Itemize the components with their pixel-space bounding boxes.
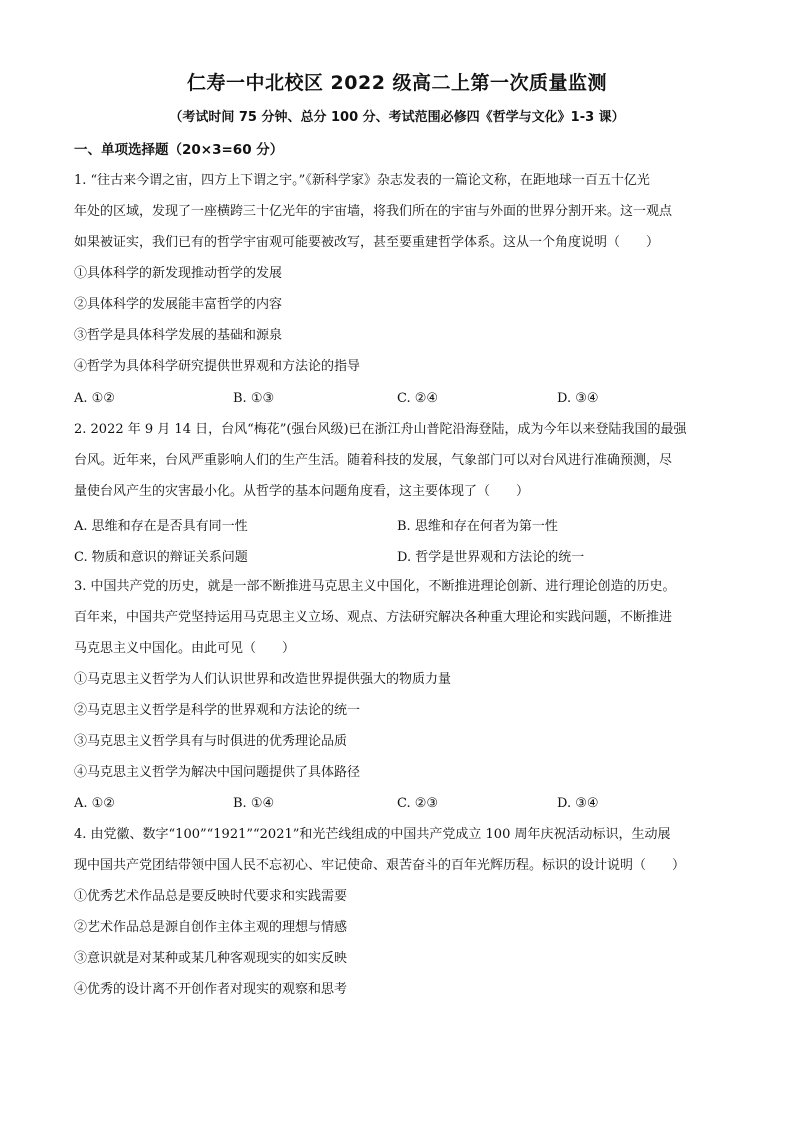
statement-item: ③哲学是具体科学发展的基础和源泉 — [74, 328, 283, 343]
option-c[interactable]: C. 物质和意识的辩证关系问题 — [74, 550, 248, 565]
option-b[interactable]: B. ①④ — [233, 796, 275, 811]
statement-item: ①具体科学的新发现推动哲学的发展 — [74, 266, 283, 281]
statement-item: ①马克思主义哲学为人们认识世界和改造世界提供强大的物质力量 — [74, 672, 452, 687]
question-stem-line: 2. 2022 年 9 月 14 日，台风“梅花”(强台风级)已在浙江舟山普陀沿海登陆，成为今年以来登陆我国的最强 — [74, 422, 687, 437]
question-stem-line: 百年来，中国共产党坚持运用马克思主义立场、观点、方法研究解决各种重大理论和实践问题，不断推进 — [74, 610, 673, 625]
option-b[interactable]: B. ①③ — [233, 391, 275, 406]
exam-info-subtitle: （考试时间 75 分钟、总分 100 分、考试范围必修四《哲学与文化》1-3 课） — [169, 110, 625, 125]
option-d[interactable]: D. ③④ — [557, 391, 599, 406]
page-title: 仁寿一中北校区 2022 级高二上第一次质量监测 — [186, 72, 608, 94]
question-stem-line: 现中国共产党团结带领中国人民不忘初心、牢记使命、艰苦奋斗的百年光辉历程。标识的设计说明（ ） — [74, 858, 686, 873]
statement-item: ④哲学为具体科学研究提供世界观和方法论的指导 — [74, 359, 361, 374]
question-stem-line: 如果被证实，我们已有的哲学宇宙观可能要被改写，甚至要重建哲学体系。这从一个角度说明（ ） — [74, 235, 660, 250]
option-a[interactable]: A. ①② — [74, 391, 115, 406]
option-b[interactable]: B. 思维和存在何者为第一性 — [397, 519, 558, 534]
option-a[interactable]: A. 思维和存在是否具有同一性 — [74, 519, 248, 534]
question-stem-line: 台风。近年来，台风严重影响人们的生产生活。随着科技的发展，气象部门可以对台风进行准确预测，尽 — [74, 453, 673, 468]
statement-item: ③意识就是对某种或某几种客观现实的如实反映 — [74, 951, 348, 966]
option-d[interactable]: D. ③④ — [557, 796, 599, 811]
statement-item: ③马克思主义哲学具有与时俱进的优秀理论品质 — [74, 734, 348, 749]
question-stem-line: 年处的区域，发现了一座横跨三十亿光年的宇宙墙，将我们所在的宇宙与外面的世界分割开来。这一观点 — [74, 204, 673, 219]
statement-item: ④优秀的设计离不开创作者对现实的观察和思考 — [74, 982, 348, 997]
statement-item: ①优秀艺术作品总是要反映时代要求和实践需要 — [74, 889, 348, 904]
option-d[interactable]: D. 哲学是世界观和方法论的统一 — [397, 550, 585, 565]
option-c[interactable]: C. ②④ — [397, 391, 439, 406]
statement-item: ④马克思主义哲学为解决中国问题提供了具体路径 — [74, 765, 361, 780]
statement-item: ②马克思主义哲学是科学的世界观和方法论的统一 — [74, 703, 361, 718]
statement-item: ②具体科学的发展能丰富哲学的内容 — [74, 297, 283, 312]
question-stem-line: 1. “往古来今谓之宙，四方上下谓之宇。”《新科学家》杂志发表的一篇论文称，在距地球一百五十亿光 — [74, 173, 650, 188]
question-stem-line: 量使台风产生的灾害最小化。从哲学的基本问题角度看，这主要体现了（ ） — [74, 484, 530, 499]
question-stem-line: 4. 由党徽、数字“100”“1921”“2021”和光芒线组成的中国共产党成立 100 周年庆祝活动标识，生动展 — [74, 827, 671, 842]
question-stem-line: 马克思主义中国化。由此可见（ ） — [74, 641, 296, 656]
option-a[interactable]: A. ①② — [74, 796, 115, 811]
statement-item: ②艺术作品总是源自创作主体主观的理想与情感 — [74, 920, 348, 935]
question-stem-line: 3. 中国共产党的历史，就是一部不断推进马克思主义中国化，不断推进理论创新、进行理论创造的历史。 — [74, 579, 676, 594]
option-c[interactable]: C. ②③ — [397, 796, 439, 811]
section-heading: 一、单项选择题（20×3=60 分） — [74, 142, 284, 158]
